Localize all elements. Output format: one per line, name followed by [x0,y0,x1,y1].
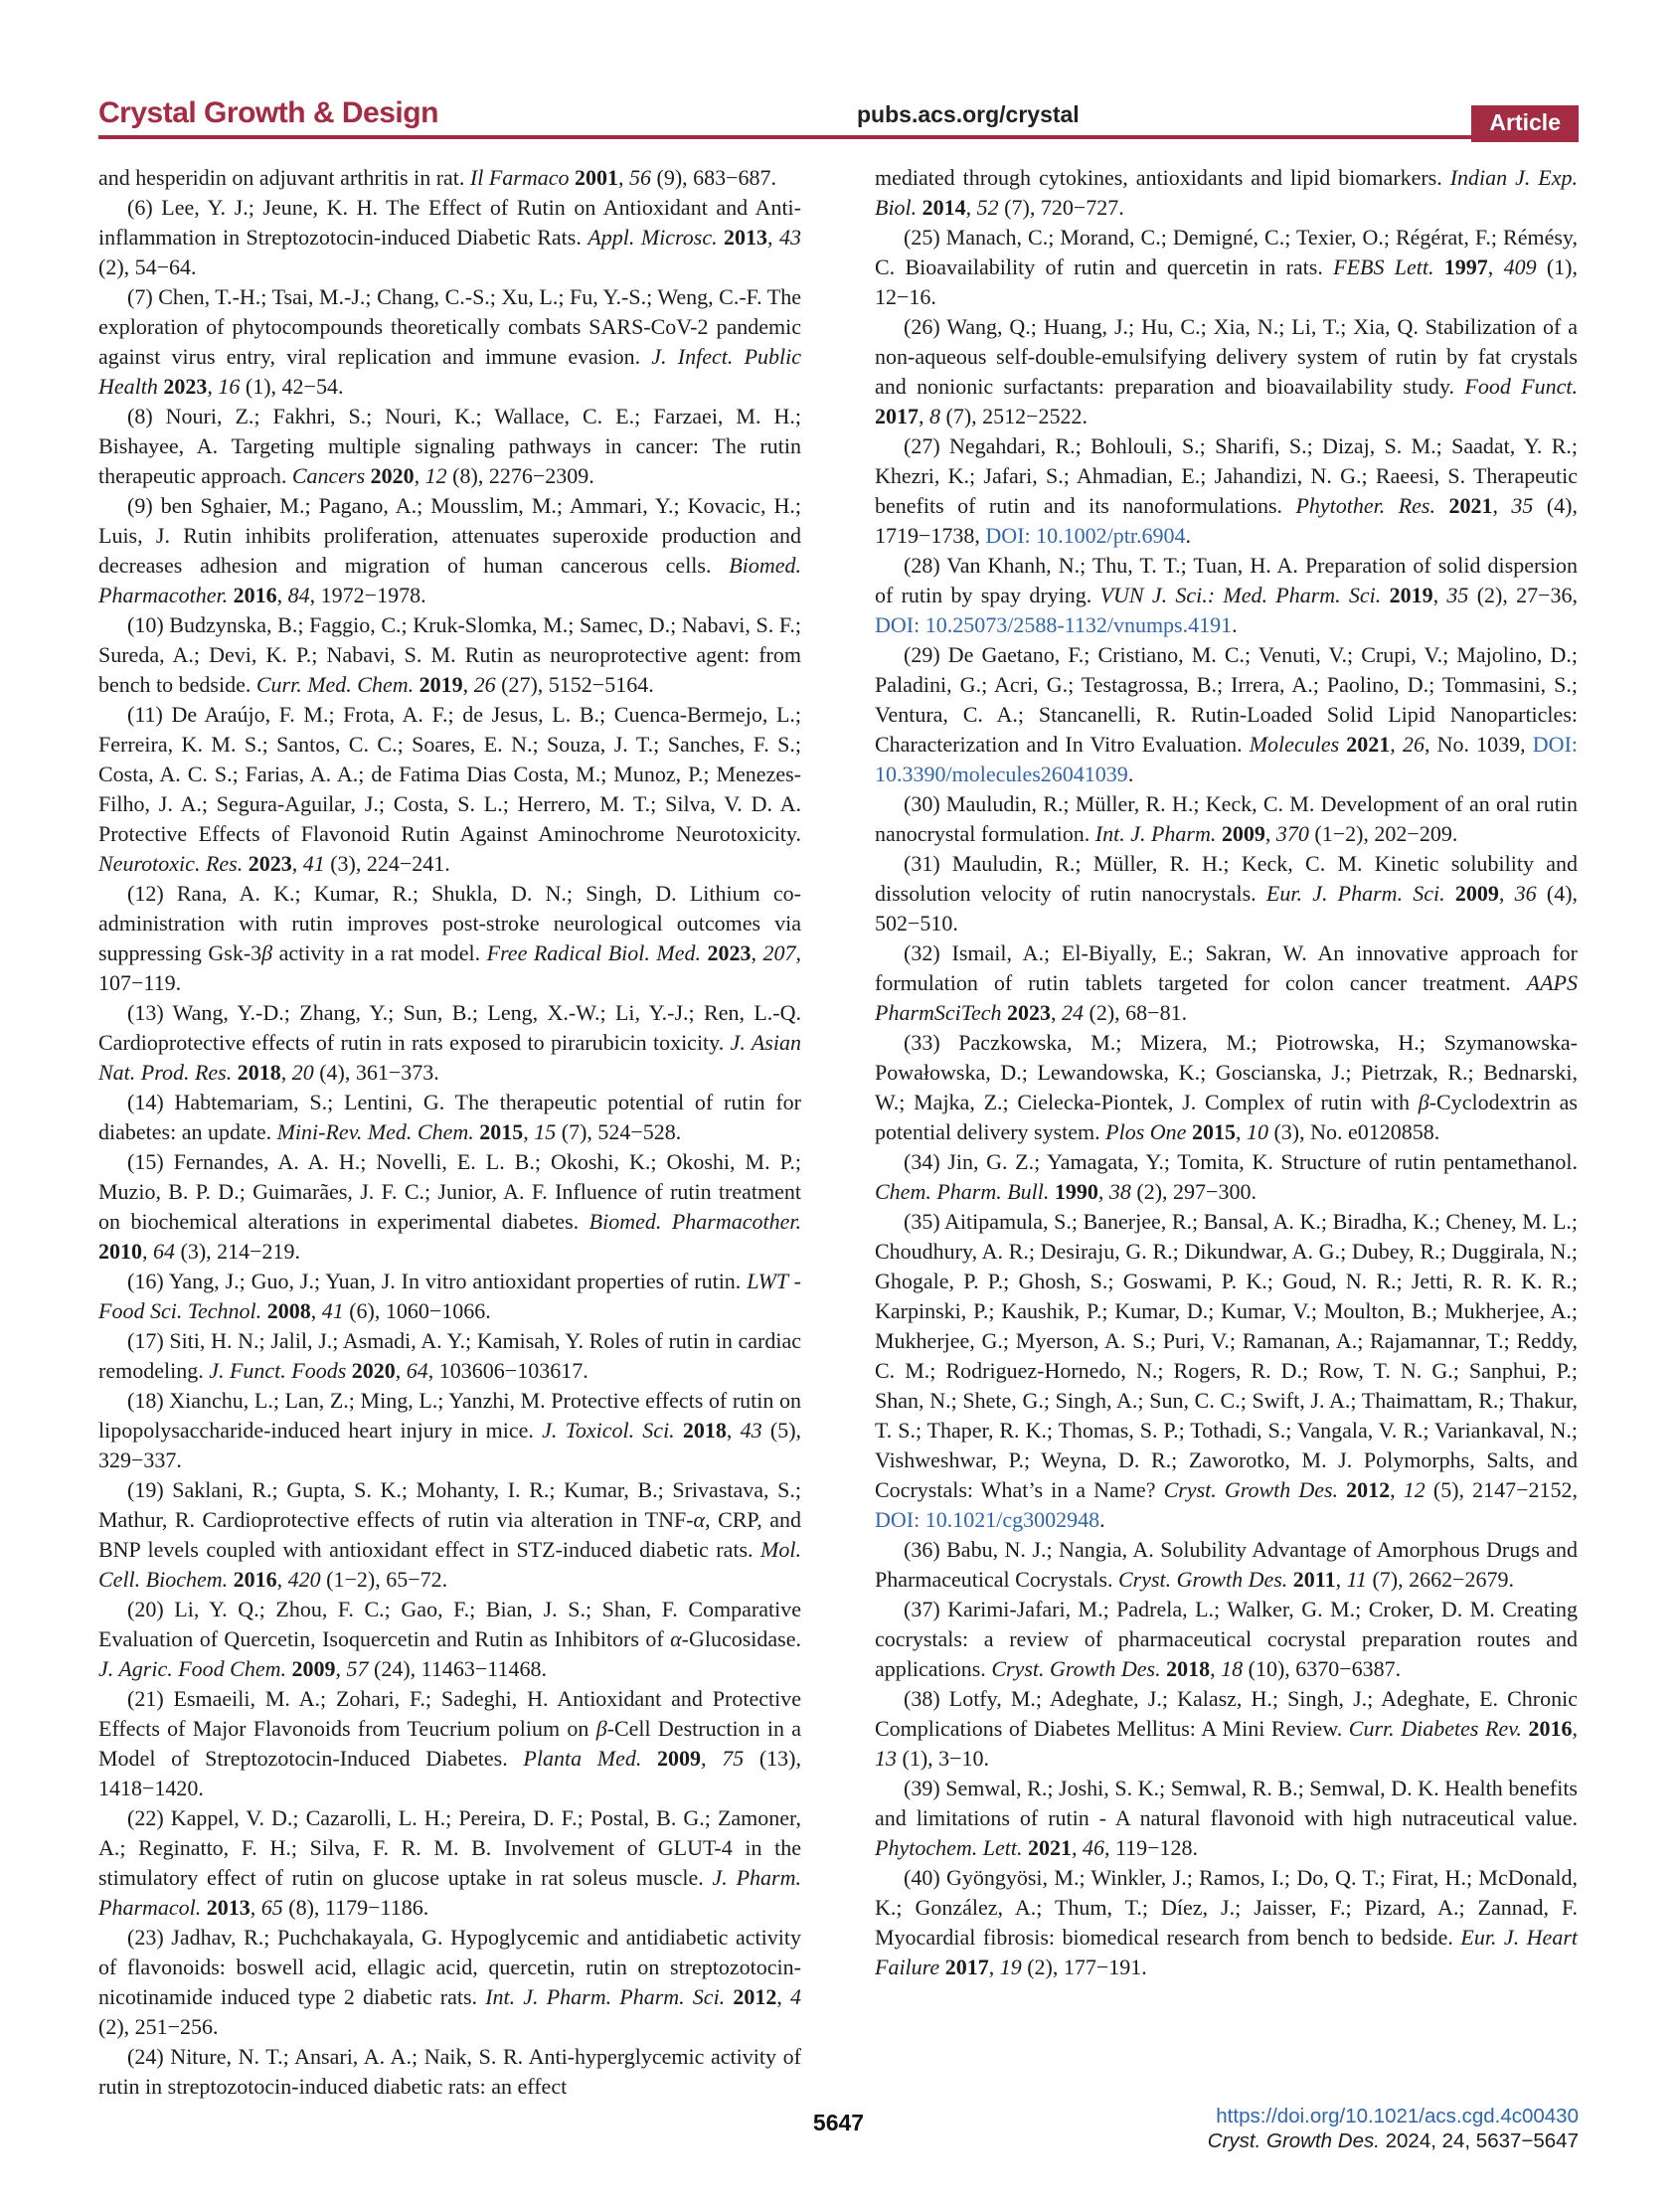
reference-item: (38) Lotfy, M.; Adeghate, J.; Kalasz, H.; Singh, J.; Adeghate, E. Chronic Complications of Diabetes Mellitus: A Mini Review. Curr. Diabetes Rev. 2016, 13 (1), 3−10. [875,1686,1579,1771]
reference-item: (13) Wang, Y.-D.; Zhang, Y.; Sun, B.; Leng, X.-W.; Li, Y.-J.; Ren, L.-Q. Cardioprotective effects of rutin in rats exposed to pirarubicin toxicity. J. Asian Nat. Prod. Res. 2018, 20 (4), 361−373. [98,1000,801,1085]
journal-url-link[interactable]: pubs.acs.org/crystal [857,101,1080,127]
reference-item: (20) Li, Y. Q.; Zhou, F. C.; Gao, F.; Bian, J. S.; Shan, F. Comparative Evaluation of Quercetin, Isoquercetin and Rutin as Inhibitors of α-Glucosidase. J. Agric. Food Chem. 2009, 57 (24), 11463−11468. [98,1597,801,1681]
reference-item: (27) Negahdari, R.; Bohlouli, S.; Sharifi, S.; Dizaj, S. M.; Saadat, Y. R.; Khezri, K.; Jafari, S.; Ahmadian, E.; Jahandizi, N. G.; Raeesi, S. Therapeutic benefits of rutin and its nanoformulations. Phytother. Res. 2021, 35 (4), 1719−1738, DOI: 10.1002/ptr.6904. [875,433,1578,548]
reference-item: (34) Jin, G. Z.; Yamagata, Y.; Tomita, K. Structure of rutin pentamethanol. Chem. Pharm. Bull. 1990, 38 (2), 297−300. [875,1149,1578,1204]
reference-item: (23) Jadhav, R.; Puchchakayala, G. Hypoglycemic and antidiabetic activity of flavonoids: boswell acid, ellagic acid, quercetin, rutin on streptozotocin-nicotinamide induced type 2 diabetic rats. Int. J. Pharm. Pharm. Sci. 2012, 4 (2), 251−256. [98,1925,801,2039]
reference-item: (22) Kappel, V. D.; Cazarolli, L. H.; Pereira, D. F.; Postal, B. G.; Zamoner, A.; Reginatto, F. H.; Silva, F. R. M. B. Involvement of GLUT-4 in the stimulatory effect of rutin on glucose uptake in rat soleus muscle. J. Pharm. Pharmacol. 2013, 65 (8), 1179−1186. [98,1805,801,1920]
footer-citation-rest: 2024, 24, 5637−5647 [1379,2129,1579,2152]
footer-doi-link[interactable]: https://doi.org/10.1021/acs.cgd.4c00430 [1216,2105,1579,2127]
reference-item: (11) De Araújo, F. M.; Frota, A. F.; de Jesus, L. B.; Cuenca-Bermejo, L.; Ferreira, K. M. S.; Santos, C. C.; Soares, E. N.; Souza, J. T.; Sanches, F. S.; Costa, A. C. S.; Farias, A. A.; de Fatima Dias Costa, M.; Munoz, P.; Menezes-Filho, J. A.; Segura-Aguilar, J.; Costa, S. L.; Herrero, M. T.; Silva, V. D. A. Protective Effects of Flavonoid Rutin Against Aminochrome Neurotoxicity. Neurotoxic. Res. 2023, 41 (3), 224−241. [98,702,801,876]
doi-link[interactable]: DOI: 10.25073/2588-1132/vnumps.4191 [875,612,1233,637]
page-header [98,95,1579,139]
reference-item: (8) Nouri, Z.; Fakhri, S.; Nouri, K.; Wallace, C. E.; Farzaei, M. H.; Bishayee, A. Targeting multiple signaling pathways in cancer: The rutin therapeutic approach. Cancers 2020, 12 (8), 2276−2309. [98,404,801,488]
reference-item: (18) Xianchu, L.; Lan, Z.; Ming, L.; Yanzhi, M. Protective effects of rutin on lipopolysaccharide-induced heart injury in mice. J. Toxicol. Sci. 2018, 43 (5), 329−337. [98,1388,802,1472]
reference-item: (32) Ismail, A.; El-Biyally, E.; Sakran, W. An innovative approach for formulation of rutin tablets targeted for colon cancer treatment. AAPS PharmSciTech 2023, 24 (2), 68−81. [875,940,1578,1025]
references-column-right [875,163,1578,2102]
reference-item: (31) Mauludin, R.; Müller, R. H.; Keck, C. M. Kinetic solubility and dissolution velocity of rutin nanocrystals. Eur. J. Pharm. Sci. 2009, 36 (4), 502−510. [875,851,1579,936]
reference-item: (15) Fernandes, A. A. H.; Novelli, E. L. B.; Okoshi, K.; Okoshi, M. P.; Muzio, B. P. D.; Guimarães, J. F. C.; Junior, A. F. Influence of rutin treatment on biochemical alterations in experimental diabetes. Biomed. Pharmacother. 2010, 64 (3), 214−219. [98,1149,801,1264]
reference-item: (24) Niture, N. T.; Ansari, A. A.; Naik, S. R. Anti-hyperglycemic activity of rutin in streptozotocin-induced diabetic rats: an effect [98,2044,801,2099]
reference-item: (26) Wang, Q.; Huang, J.; Hu, C.; Xia, N.; Li, T.; Xia, Q. Stabilization of a non-aqueous self-double-emulsifying delivery system of rutin by fat crystals and nonionic surfactants: preparation and bioavailability study. Food Funct. 2017, 8 (7), 2512−2522. [875,314,1578,428]
references-section [98,163,1579,2102]
reference-item: (10) Budzynska, B.; Faggio, C.; Kruk-Slomka, M.; Samec, D.; Nabavi, S. F.; Sureda, A.; Devi, K. P.; Nabavi, S. M. Rutin as neuroprotective agent: from bench to bedside. Curr. Med. Chem. 2019, 26 (27), 5152−5164. [98,612,801,697]
page-number: 5647 [812,2110,865,2135]
reference-item: (6) Lee, Y. J.; Jeune, K. H. The Effect of Rutin on Antioxidant and Anti-inflammation in Streptozotocin-induced Diabetic Rats. Appl. Microsc. 2013, 43 (2), 54−64. [98,195,801,279]
reference-item: (14) Habtemariam, S.; Lentini, G. The therapeutic potential of rutin for diabetes: an update. Mini-Rev. Med. Chem. 2015, 15 (7), 524−528. [98,1090,801,1144]
doi-link[interactable]: DOI: 10.1002/ptr.6904 [985,523,1186,548]
page-footer [98,2102,1579,2181]
doi-link[interactable]: DOI: 10.3390/molecules26041039 [875,732,1579,786]
reference-item: (16) Yang, J.; Guo, J.; Yuan, J. In vitro antioxidant properties of rutin. LWT - Food Sci. Technol. 2008, 41 (6), 1060−1066. [98,1269,801,1323]
doi-link[interactable]: DOI: 10.1021/cg3002948 [875,1507,1100,1532]
journal-title: Crystal Growth & Design [98,96,438,129]
reference-item: (35) Aitipamula, S.; Banerjee, R.; Bansal, A. K.; Biradha, K.; Cheney, M. L.; Choudhury, A. R.; Desiraju, G. R.; Dikundwar, A. G.; Dubey, R.; Duggirala, N.; Ghogale, P. P.; Ghosh, S.; Goswami, P. K.; Goud, N. R.; Jetti, R. R. K. R.; Karpinski, P.; Kaushik, P.; Kumar, D.; Kumar, V.; Moulton, B.; Mukherjee, A.; Mukherjee, G.; Myerson, A. S.; Puri, V.; Ramanan, A.; Rajamannar, T.; Reddy, C. M.; Rodriguez-Hornedo, N.; Rogers, R. D.; Row, T. N. G.; Sanphui, P.; Shan, N.; Shete, G.; Singh, A.; Sun, C. C.; Swift, J. A.; Thaimattam, R.; Thakur, T. S.; Thaper, R. K.; Thomas, S. P.; Tothadi, S.; Vangala, V. R.; Variankaval, N.; Vishweshwar, P.; Weyna, D. R.; Zaworotko, M. J. Polymorphs, Salts, and Cocrystals: What’s in a Name? Cryst. Growth Des. 2012, 12 (5), 2147−2152, DOI: 10.1021/cg3002948. [875,1209,1579,1532]
reference-item: (28) Van Khanh, N.; Thu, T. T.; Tuan, H. A. Preparation of solid dispersion of rutin by spay drying. VUN J. Sci.: Med. Pharm. Sci. 2019, 35 (2), 27−36, DOI: 10.25073/2588-1132/vnumps.4191. [875,553,1579,637]
reference-item: mediated through cytokines, antioxidants and lipid biomarkers. Indian J. Exp. Biol. 2014, 52 (7), 720−727. [875,165,1579,220]
reference-item: (19) Saklani, R.; Gupta, S. K.; Mohanty, I. R.; Kumar, B.; Srivastava, S.; Mathur, R. Cardioprotective effects of rutin via alteration in TNF-α, CRP, and BNP levels coupled with antioxidant effect in STZ-induced diabetic rats. Mol. Cell. Biochem. 2016, 420 (1−2), 65−72. [98,1477,801,1592]
footer-citation [1208,2128,1579,2153]
reference-item: (36) Babu, N. J.; Nangia, A. Solubility Advantage of Amorphous Drugs and Pharmaceutical Cocrystals. Cryst. Growth Des. 2011, 11 (7), 2662−2679. [875,1537,1578,1592]
references-column-left [98,163,801,2102]
reference-item: (40) Gyöngyösi, M.; Winkler, J.; Ramos, I.; Do, Q. T.; Firat, H.; McDonald, K.; González, A.; Thum, T.; Díez, J.; Jaisser, F.; Pizard, A.; Zannad, F. Myocardial fibrosis: biomedical research from bench to bedside. Eur. J. Heart Failure 2017, 19 (2), 177−191. [875,1865,1578,1979]
reference-item: (21) Esmaeili, M. A.; Zohari, F.; Sadeghi, H. Antioxidant and Protective Effects of Major Flavonoids from Teucrium polium on β-Cell Destruction in a Model of Streptozotocin-Induced Diabetes. Planta Med. 2009, 75 (13), 1418−1420. [98,1686,802,1800]
article-type-badge: Article [1471,105,1579,142]
reference-item: (7) Chen, T.-H.; Tsai, M.-J.; Chang, C.-S.; Xu, L.; Fu, Y.-S.; Weng, C.-F. The exploration of phytocompounds theoretically combats SARS-CoV-2 pandemic against virus entry, viral replication and immune evasion. J. Infect. Public Health 2023, 16 (1), 42−54. [98,284,802,399]
reference-item: (29) De Gaetano, F.; Cristiano, M. C.; Venuti, V.; Crupi, V.; Majolino, D.; Paladini, G.; Acri, G.; Testagrossa, B.; Irrera, A.; Paolino, D.; Tommasini, S.; Ventura, C. A.; Stancanelli, R. Rutin-Loaded Solid Lipid Nanoparticles: Characterization and In Vitro Evaluation. Molecules 2021, 26, No. 1039, DOI: 10.3390/molecules26041039. [875,642,1579,786]
reference-item: (30) Mauludin, R.; Müller, R. H.; Keck, C. M. Development of an oral rutin nanocrystal formulation. Int. J. Pharm. 2009, 370 (1−2), 202−209. [875,791,1578,846]
reference-item: (33) Paczkowska, M.; Mizera, M.; Piotrowska, H.; Szymanowska-Powałowska, D.; Lewandowska, K.; Goscianska, J.; Pietrzak, R.; Bednarski, W.; Majka, Z.; Cielecka-Piontek, J. Complex of rutin with β-Cyclodextrin as potential delivery system. Plos One 2015, 10 (3), No. e0120858. [875,1030,1578,1144]
footer-citation-journal: Cryst. Growth Des. [1207,2129,1380,2152]
reference-item: (9) ben Sghaier, M.; Pagano, A.; Mousslim, M.; Ammari, Y.; Kovacic, H.; Luis, J. Rutin inhibits proliferation, attenuates superoxide production and decreases adhesion and migration of human cancerous cells. Biomed. Pharmacother. 2016, 84, 1972−1978. [98,493,801,607]
reference-item: (39) Semwal, R.; Joshi, S. K.; Semwal, R. B.; Semwal, D. K. Health benefits and limitations of rutin - A natural flavonoid with high nutraceutical value. Phytochem. Lett. 2021, 46, 119−128. [875,1776,1578,1860]
reference-item: (25) Manach, C.; Morand, C.; Demigné, C.; Texier, O.; Régérat, F.; Rémésy, C. Bioavailability of rutin and quercetin in rats. FEBS Lett. 1997, 409 (1), 12−16. [875,225,1579,309]
reference-item: (17) Siti, H. N.; Jalil, J.; Asmadi, A. Y.; Kamisah, Y. Roles of rutin in cardiac remodeling. J. Funct. Foods 2020, 64, 103606−103617. [98,1328,801,1383]
footer-citation-block [1208,2104,1579,2153]
reference-item: (12) Rana, A. K.; Kumar, R.; Shukla, D. N.; Singh, D. Lithium co-administration with rutin improves post-stroke neurological outcomes via suppressing Gsk-3β activity in a rat model. Free Radical Biol. Med. 2023, 207, 107−119. [98,881,801,995]
reference-item: and hesperidin on adjuvant arthritis in rat. Il Farmaco 2001, 56 (9), 683−687. [98,165,777,190]
reference-item: (37) Karimi-Jafari, M.; Padrela, L.; Walker, G. M.; Croker, D. M. Creating cocrystals: a review of pharmaceutical cocrystal preparation routes and applications. Cryst. Growth Des. 2018, 18 (10), 6370−6387. [875,1597,1578,1681]
